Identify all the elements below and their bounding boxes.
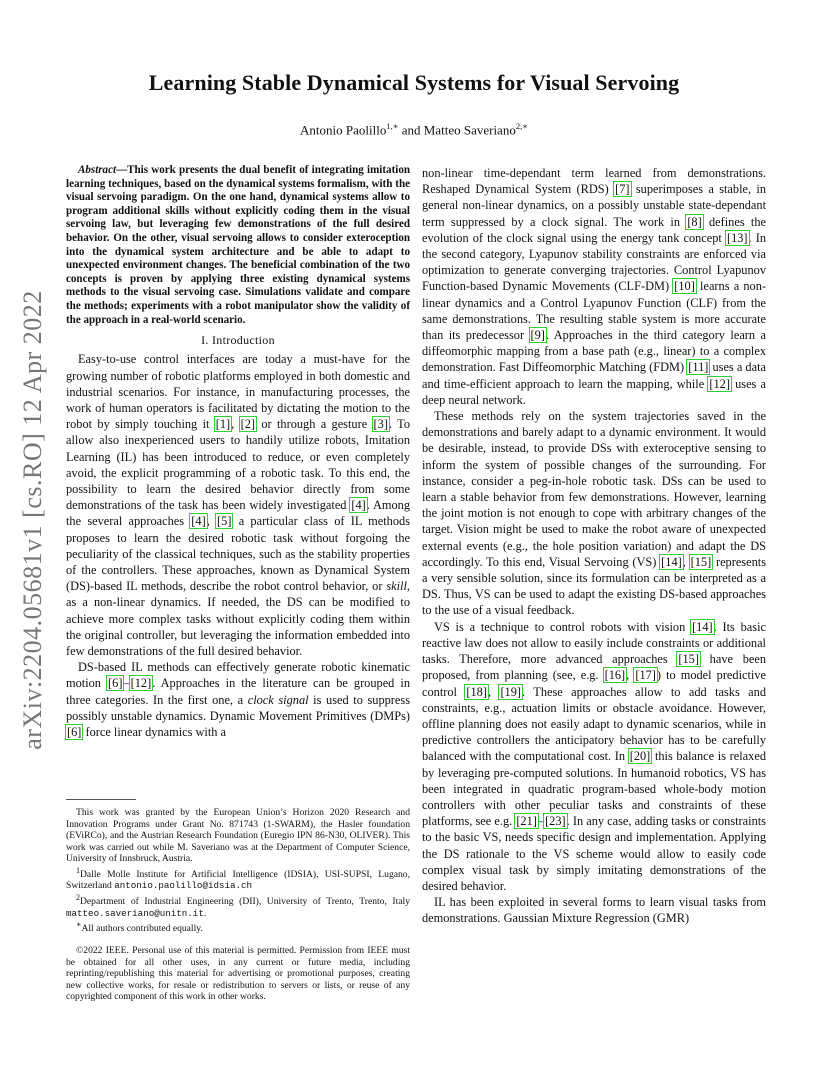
author-name: Matteo Saveriano [423, 122, 516, 138]
author-separator: and [398, 122, 424, 138]
citation-link[interactable]: [9] [530, 328, 545, 343]
citation-link[interactable]: [14] [692, 619, 713, 634]
equal-contribution-note: ∗All authors contributed equally. [76, 920, 203, 935]
citation-link[interactable]: [12] [709, 376, 730, 391]
email-link[interactable]: matteo.saveriano@unitn.it [66, 907, 204, 919]
abstract-label: Abstract [78, 164, 117, 176]
abstract [66, 164, 410, 327]
citation-link[interactable]: [4] [191, 514, 206, 529]
right-column [422, 165, 766, 927]
funding-note: This work was granted by the European Union’s Horizon 2020 Research and Innovation Programs under Grant No. 871743 (1-SWARM), the Hasler foundation (EViRCo), and the Austrian Research Foundation (Euregio IPN 86-N30, OLIVER). This work was carried out while M. Saveriano was at the Department of Computer Science, University of Innsbruck, Austria. [66, 807, 410, 865]
affiliation-mark: 1,∗ [386, 121, 399, 131]
arxiv-sidebar [18, 290, 48, 750]
section-heading: I. Introduction [201, 333, 275, 348]
citation-link[interactable]: [21] [516, 814, 537, 829]
abstract-text: —This work presents the dual benefit of integrating imitation learning techniques, based on the dynamical systems formalism, with the visual servoing paradigm. On the one hand, dynamical systems allow to program additional skills without explicitly coding them in the visual servoing law, but leveraging few demonstrations of the full desired behavior. On the other, visual servoing allows to consider exteroception into the dynamical system architecture and be able to adapt to unexpected environment changes. The beneficial combination of the two concepts is proven by applying three existing dynamical systems methods to the visual servoing case. Simulations validate and compare the methods; experiments with a robot manipulator show the validity of the approach in a real-world scenario. [66, 164, 410, 326]
citation-link[interactable]: [3] [373, 417, 388, 432]
affiliation-note: $^2$Department of Industrial Engineering (DII), University of Trento, Trento, Italy matteo.saveriano@unitn.it. [66, 893, 410, 919]
citation-link[interactable]: [6] [108, 676, 123, 691]
citation-link[interactable]: [19] [500, 684, 522, 699]
citation-link[interactable]: [2] [240, 417, 256, 432]
affiliation-mark: 2,∗ [515, 121, 528, 131]
citation-link[interactable]: [10] [674, 279, 695, 294]
paper-title: Learning Stable Dynamical Systems for Visual Servoing [148, 70, 680, 95]
paragraph: IL has been exploited in several forms to learn visual tasks from demonstrations. Gaussian Mixture Regression (GMR) [422, 895, 766, 926]
footnotes [66, 807, 410, 1003]
citation-link[interactable]: [12] [130, 676, 152, 691]
citation-link[interactable]: [11] [688, 360, 709, 375]
citation-link[interactable]: [15] [678, 652, 699, 667]
footnote-rule [66, 799, 136, 800]
author-name: Antonio Paolillo [300, 122, 387, 138]
arxiv-identifier[interactable]: arXiv:2204.05681v1 [cs.RO] 12 Apr 2022 [18, 290, 47, 750]
paragraph: DS-based IL methods can effectively generate robotic kinematic motion [6]–[12]. Approaches in the literature can be grouped in three categories. In the first one, a clock signal is used to suppress possibly unstable dynamics. Dynamic Movement Primitives (DMPs) [6] force linear dynamics with a [66, 660, 410, 739]
citation-link[interactable]: [8] [687, 214, 702, 229]
citation-link[interactable]: [16] [604, 668, 626, 683]
left-column [66, 164, 410, 740]
citation-link[interactable]: [17] [635, 668, 656, 683]
citation-link[interactable]: [23] [545, 814, 566, 829]
paragraph: These methods rely on the system trajectories saved in the demonstrations and barely adapt to a dynamic environment. It would be desirable, instead, to provide DSs with exteroceptive sensing to inform the system of possible changes of the surrounding. For instance, consider a peg-in-hole robotic task. DSs can be used to learn a stable behavior from few demonstrations. However, learning the joint motion is not enough to cope with arbitrary changes of the target. Vision might be used to make the robot aware of unexpected external events (e.g., the hole position variation) and adapt the DS accordingly. To this end, Visual Servoing (VS) [14], [15] represents a very sensible solution, since its formulation can be interpreted as a DS. Thus, VS can be used to adapt the existing DS-based approaches to the use of a visual feedback. [422, 409, 766, 618]
citation-link[interactable]: [7] [615, 182, 630, 197]
author-line [0, 121, 828, 138]
citation-link[interactable]: [15] [690, 554, 712, 569]
citation-link[interactable]: [20] [629, 749, 651, 764]
citation-link[interactable]: [6] [67, 725, 82, 739]
paragraph: non-linear time-dependant term learned from demonstrations. Reshaped Dynamical System (RDS) [7] superimposes a stable, in general non-linear dynamics, on a possibly unstable state-dependant term suppressed by a clock signal. The work in [8] defines the evolution of the clock signal using the energy tank concept [13]. In the second category, Lyapunov stability constraints are enforced via optimization to generate converging trajectories. Control Lyapunov Function-based Dynamic Movements (CLF-DM) [10] learns a non-linear dynamics and a Control Lyapunov Function (CLF) from the same demonstrations. The resulting stable system is more accurate than its predecessor [9]. Approaches in the third category learn a diffeomorphic mapping from a base path (e.g., linear) to a complex demonstration. Fast Diffeomorphic Matching (FDM) [11] uses a data and time-efficient approach to learn the mapping, while [12] uses a deep neural network. [422, 166, 767, 407]
paragraph: VS is a technique to control robots with vision [14]. Its basic reactive law does not allow to easily include constraints or additional tasks. Therefore, more advanced approaches [15] have been proposed, from planning (see, e.g. [16], [17]) to model predictive control [18], [19]. These approaches allow to add tasks and constraints, e.g., actuation limits or obstacle avoidance. However, offline planning does not easily adapt to dynamic scenarios, while in predictive controllers the anticipatory behavior has to be carefully balanced with the computational cost. In [20] this balance is relaxed by leveraging pre-computed solutions. In humanoid robotics, VS has been integrated in quadratic program-based whole-body motion controllers with other peculiar tasks and constraints of these platforms, see e.g. [21]–[23]. In any case, adding tasks or constraints to the basic VS, needs specific design and implementation. Applying the DS rationale to the VS scheme would allow to easily code complex visual task by simply imitating demonstrations of the desired behavior. [422, 619, 767, 893]
citation-link[interactable]: [5] [217, 514, 232, 529]
citation-link[interactable]: [1] [215, 417, 231, 432]
citation-link[interactable]: [14] [661, 554, 682, 569]
citation-link[interactable]: [18] [466, 684, 487, 699]
paragraph: Easy-to-use control interfaces are today a must-have for the growing number of robotic platforms employed in both domestic and industrial scenarios. For instance, in manufacturing processes, the work of human operators is facilitated by dictating the motion to the robot by simply touching it [1], [2] or through a gesture [3]. To allow also inexperienced users to handily utilize robots, Imitation Learning (IL) has been introduced to reduce, or even completely avoid, the explicit programming of a robotic task. To this end, the possibility to learn the desired behavior directly from some demonstrations of the task has been widely investigated [4]. Among the several approaches [4], [5] a particular class of IL methods proposes to learn the desired robotic task without forgoing the peculiarity of the classical techniques, such as the stability properties of the controllers. These approaches, known as Dynamical System (DS)-based IL methods, describe the robot control behavior, or skill, as a non-linear dynamics. If needed, the DS can be modified to achieve more complex tasks without explicitly coding them within the original controller, but leveraging the information embedded into few demonstrations of the full desired behavior. [66, 352, 411, 658]
citation-link[interactable]: [4] [351, 498, 366, 513]
email-link[interactable]: antonio.paolillo@idsia.ch [114, 880, 253, 892]
citation-link[interactable]: [13] [726, 230, 748, 245]
copyright-notice: ©2022 IEEE. Personal use of this material is permitted. Permission from IEEE must be obtained for all other uses, in any current or future media, including reprinting/republishing this material for advertising or promotional purposes, creating new collective works, for resale or redistribution to servers or lists, or reuse of any copyrighted component of this work in other works. [66, 945, 410, 1003]
affiliation-note: $^1$Dalle Molle Institute for Artificial Intelligence (IDSIA), USI-SUPSI, Lugano, Switzerland antonio.paolillo@idsia.ch [66, 865, 410, 892]
